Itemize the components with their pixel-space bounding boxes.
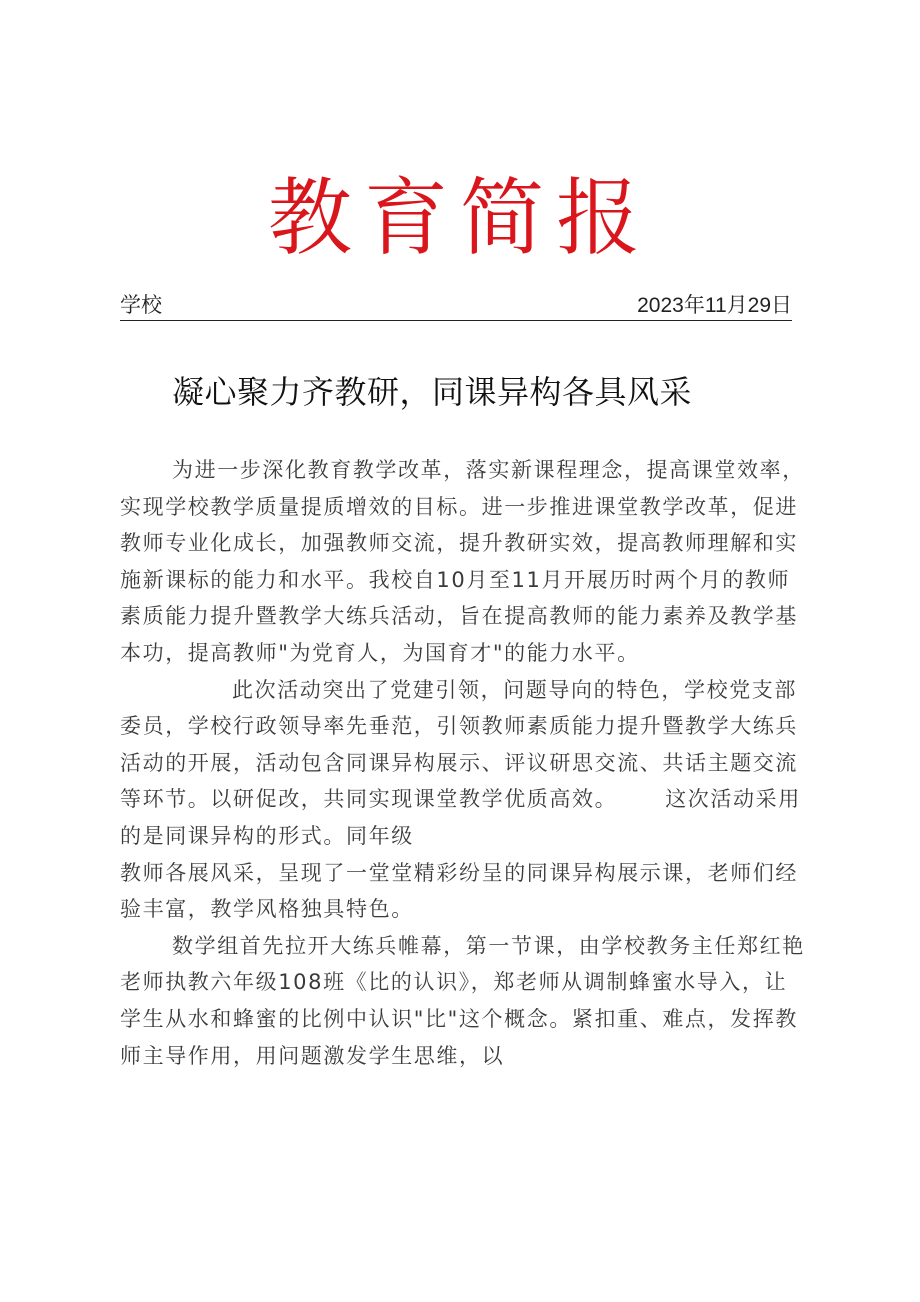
issue-date: 2023年11月29日 <box>637 294 792 317</box>
paragraph-line: 教师专业化成长，加强教师交流，提升教研实效，提高教师理解和实 <box>120 531 798 556</box>
school-label: 学校 <box>120 294 162 317</box>
paragraph-line: 师主导作用，用问题激发学生思维，以 <box>120 1043 505 1068</box>
paragraph-line: 的是同课异构的形式。同年级 <box>120 823 414 848</box>
paragraph-line: 委员，学校行政领导率先垂范，引领教师素质能力提升暨教学大练兵 <box>120 714 798 739</box>
paragraph-line: 本功，提高教师"为党育人，为国育才"的能力水平。 <box>120 640 640 665</box>
paragraph-line: 验丰富，教学风格独具特色。 <box>120 897 414 922</box>
dateline <box>120 292 792 321</box>
masthead-title: 教育简报 <box>267 169 652 267</box>
paragraph-line: 素质能力提升暨教学大练兵活动，旨在提高教师的能力素养及教学基 <box>120 604 798 629</box>
paragraph-line: 学生从水和蜂蜜的比例中认识"比"这个概念。紧扣重、难点，发挥教 <box>120 1006 798 1031</box>
paragraph-line: 实现学校教学质量提质增效的目标。进一步推进课堂教学改革，促进 <box>120 494 798 519</box>
paragraph-line: 老师执教六年级108班《比的认识》，郑老师从调制蜂蜜水导入，让 <box>120 970 788 995</box>
paragraph-text: 等环节。以研促改，共同实现课堂教学优质高效。 <box>120 787 618 812</box>
paragraph-line: 活动的开展，活动包含同课异构展示、评议研思交流、共话主题交流 <box>120 750 798 775</box>
paragraph-line <box>120 781 816 818</box>
paragraph-line: 此次活动突出了党建引领，问题导向的特色，学校党支部 <box>232 677 797 702</box>
paragraph-line: 数学组首先拉开大练兵帷幕，第一节课，由学校教务主任郑红艳 <box>172 933 805 958</box>
paragraph-line: 为进一步深化教育教学改革，落实新课程理念，提高课堂效率， <box>172 458 805 482</box>
paragraph-text: 这次活动采用 <box>665 787 801 812</box>
paragraph-line: 施新课标的能力和水平。我校自10月至11月开展历时两个月的教师 <box>120 567 791 592</box>
paragraph-line: 教师各展风采，呈现了一堂堂精彩纷呈的同课异构展示课，老师们经 <box>120 860 798 885</box>
article-headline: 凝心聚力齐教研，同课异构各具风采 <box>172 373 693 411</box>
article-body <box>120 452 816 1074</box>
